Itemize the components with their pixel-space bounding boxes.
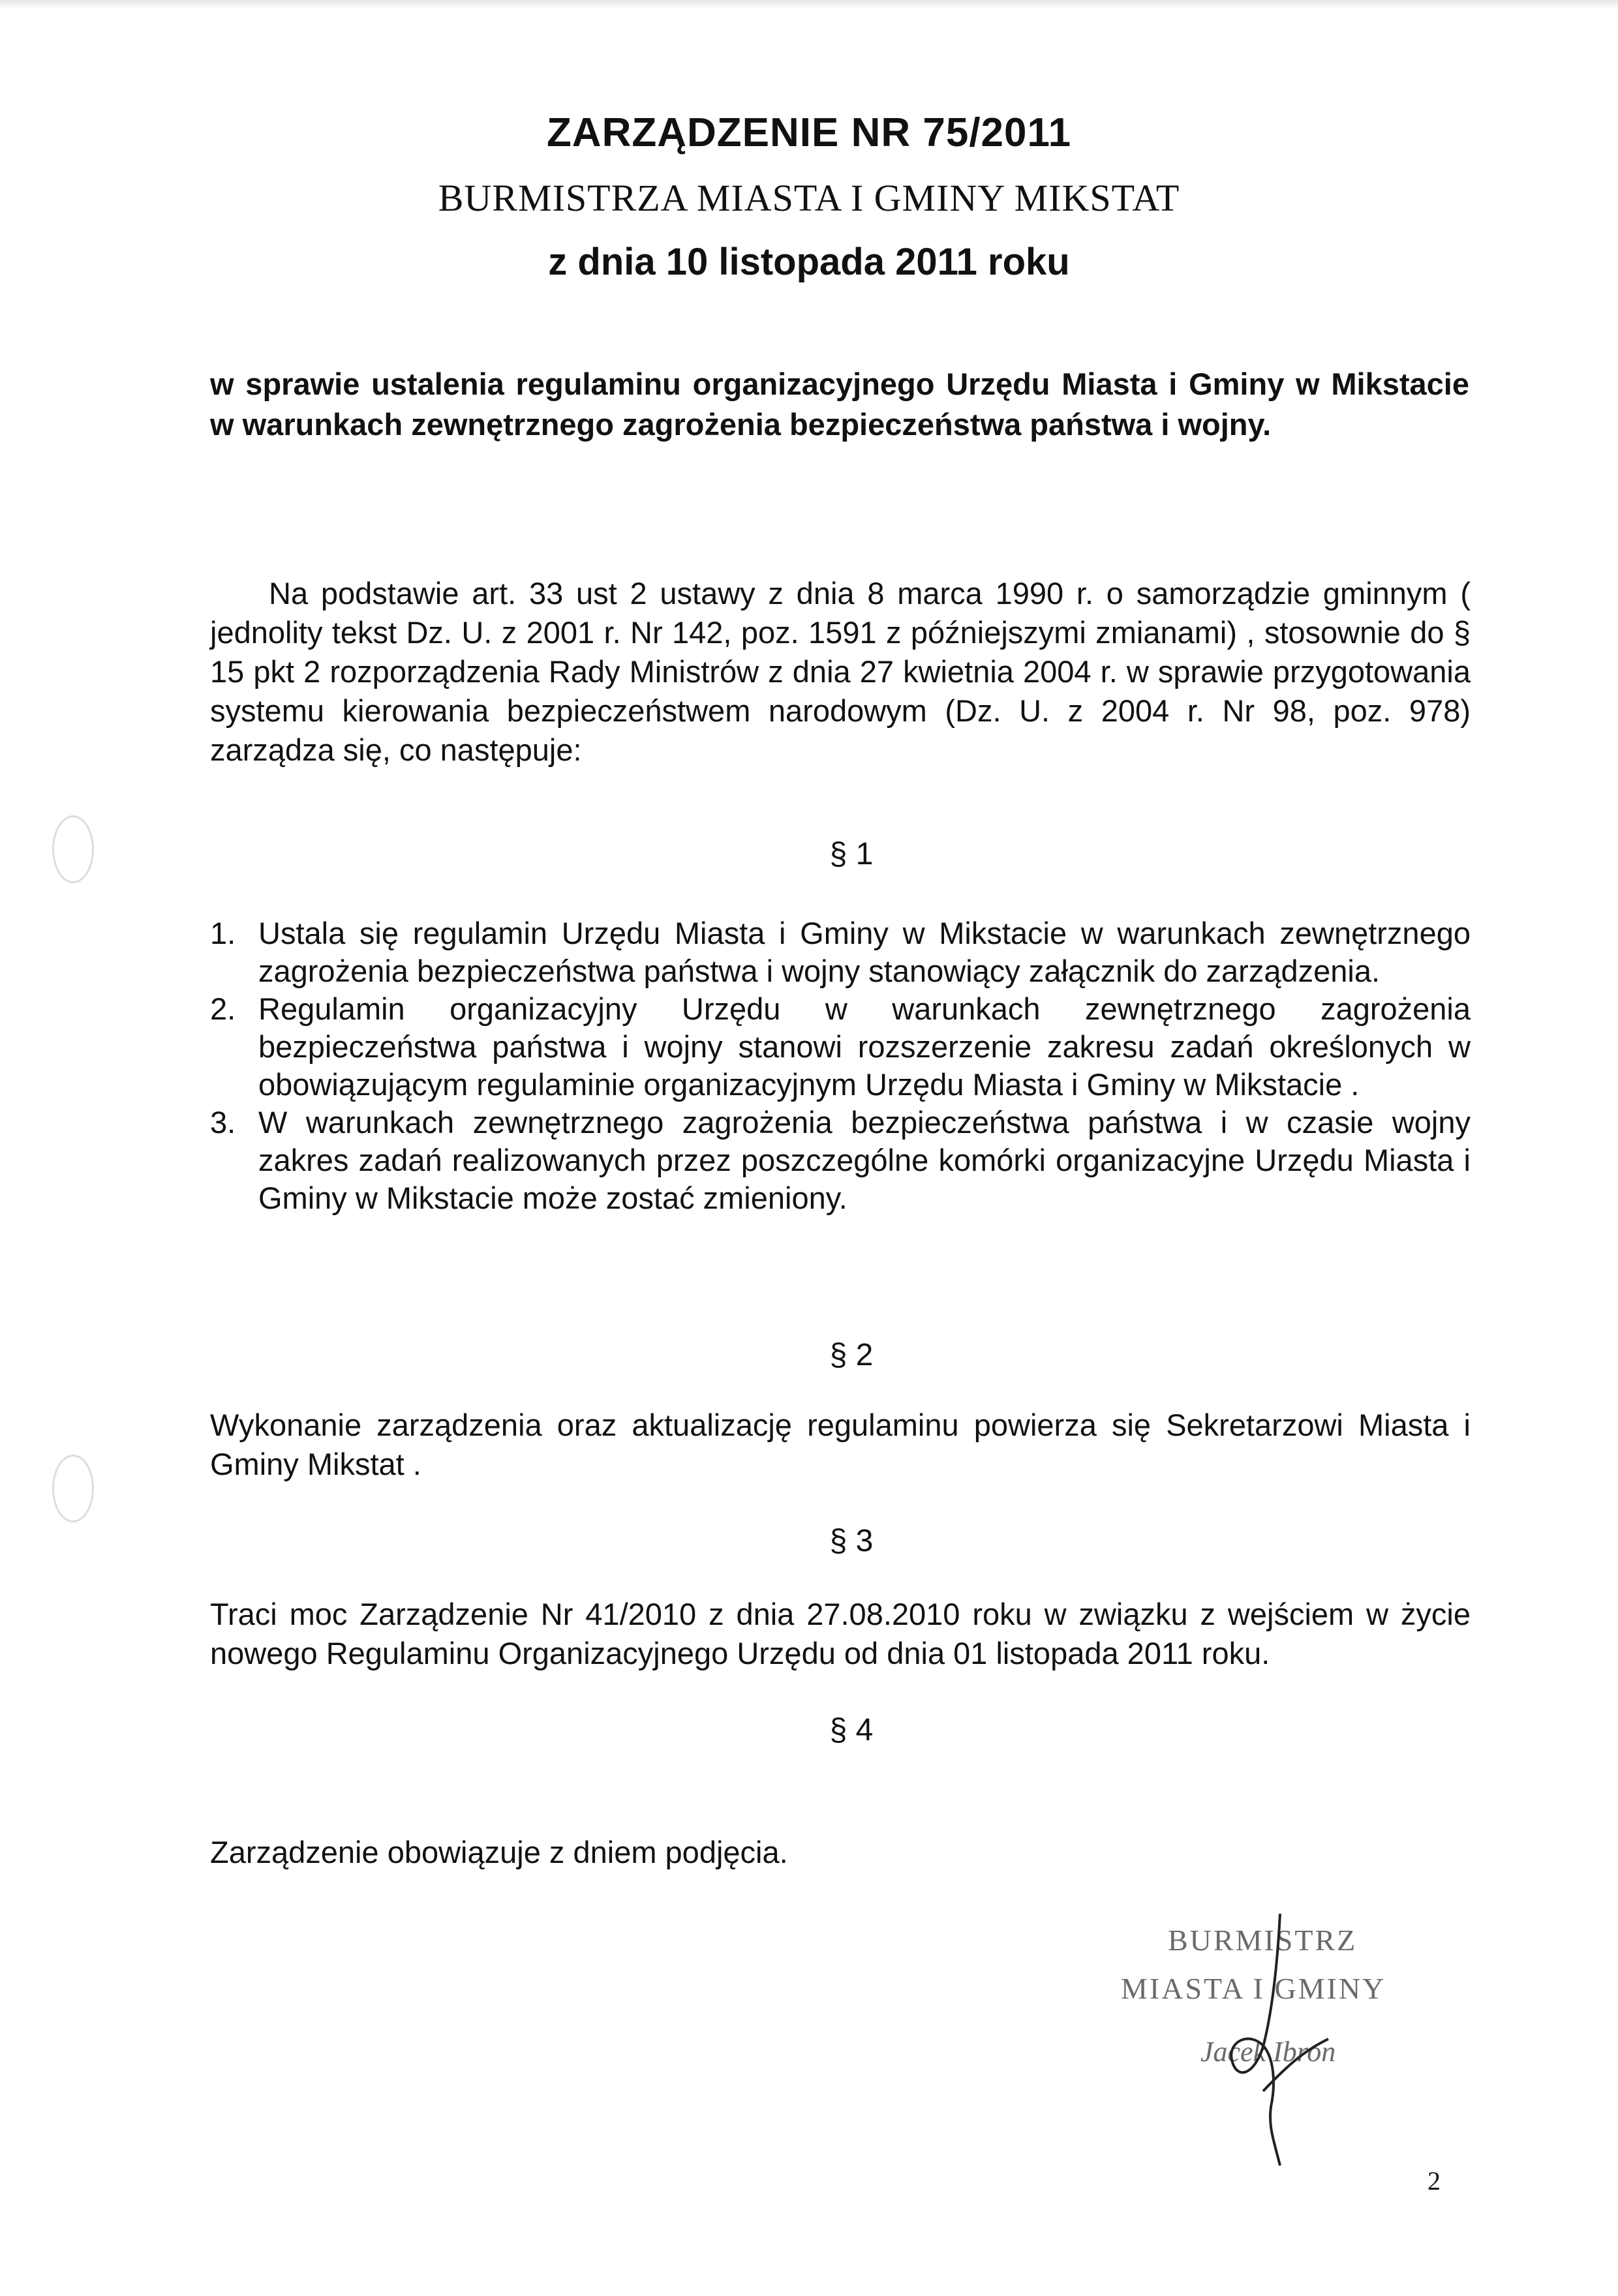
- legal-basis: Na podstawie art. 33 ust 2 ustawy z dnia 8 marca 1990 r. o samorządzie gminnym ( jednolity tekst Dz. U. z 2001 r. Nr 142, poz. 1591 z późniejszymi zmianami) , stosownie do § 15 pkt 2 rozporządzenia Rady Ministrów z dnia 27 kwietnia 2004 r. w sprawie przygotowania systemu kierowania bezpieczeństwem narodowym (Dz. U. z 2004 r. Nr 98, poz. 978) zarządza się, co następuje:: [210, 576, 1471, 767]
- mayor-stamp: [1109, 1911, 1474, 2185]
- list-item: [210, 914, 1471, 990]
- list-item-number: 1.: [210, 916, 236, 950]
- list-item-text: Regulamin organizacyjny Urzędu w warunkach zewnętrznego zagrożenia bezpieczeństwa państwa i wojny stanowi rozszerzenie zakresu zadań określonych w obowiązującym regulaminie organizacyjnym Urzędu Miasta i Gminy w Mikstacie .: [258, 991, 1471, 1102]
- document-date: z dnia 10 listopada 2011 roku: [548, 241, 1070, 283]
- punch-hole-bottom: [52, 1455, 94, 1522]
- document-subject: w sprawie ustalenia regulaminu organizacyjnego Urzędu Miasta i Gminy w Mikstacie w warunkach zewnętrznego zagrożenia bezpieczeństwa państwa i wojny.: [210, 367, 1469, 442]
- section-3-text: Traci moc Zarządzenie Nr 41/2010 z dnia 27.08.2010 roku w związku z wejściem w życie nowego Regulaminu Organizacyjnego Urzędu od dnia 01 listopada 2011 roku.: [210, 1597, 1471, 1670]
- stamp-line-1: BURMISTRZ: [1168, 1924, 1358, 1957]
- section-1-list: [210, 914, 1471, 1217]
- section-3-mark: § 3: [829, 1524, 874, 1558]
- section-2-mark: § 2: [829, 1338, 874, 1372]
- list-item-number: 2.: [210, 991, 236, 1026]
- section-4-text: Zarządzenie obowiązuje z dniem podjęcia.: [210, 1835, 788, 1869]
- document-issuer: BURMISTRZA MIASTA I GMINY MIKSTAT: [438, 177, 1180, 219]
- section-1-mark: § 1: [829, 837, 874, 871]
- stamp-name: Jacek Ibron: [1200, 2036, 1336, 2068]
- stamp-line-2: MIASTA I GMINY: [1121, 1972, 1386, 2005]
- list-item-number: 3.: [210, 1105, 236, 1140]
- section-2-text: Wykonanie zarządzenia oraz aktualizację regulaminu powierza się Sekretarzowi Miasta i Gminy Mikstat .: [210, 1408, 1471, 1481]
- signature-mark: [1109, 1911, 1474, 2185]
- scan-edge: [0, 0, 1618, 9]
- list-item: [210, 1104, 1471, 1217]
- document-title: ZARZĄDZENIE NR 75/2011: [546, 110, 1072, 155]
- list-item-text: Ustala się regulamin Urzędu Miasta i Gminy w Mikstacie w warunkach zewnętrznego zagrożenia bezpieczeństwa państwa i wojny stanowiący załącznik do zarządzenia.: [258, 916, 1471, 988]
- page-number: 2: [1427, 2166, 1441, 2196]
- list-item: [210, 990, 1471, 1104]
- list-item-text: W warunkach zewnętrznego zagrożenia bezpieczeństwa państwa i w czasie wojny zakres zadań realizowanych przez poszczególne komórki organizacyjne Urzędu Miasta i Gminy w Mikstacie może zostać zmieniony.: [258, 1105, 1471, 1215]
- section-4-mark: § 4: [829, 1713, 874, 1747]
